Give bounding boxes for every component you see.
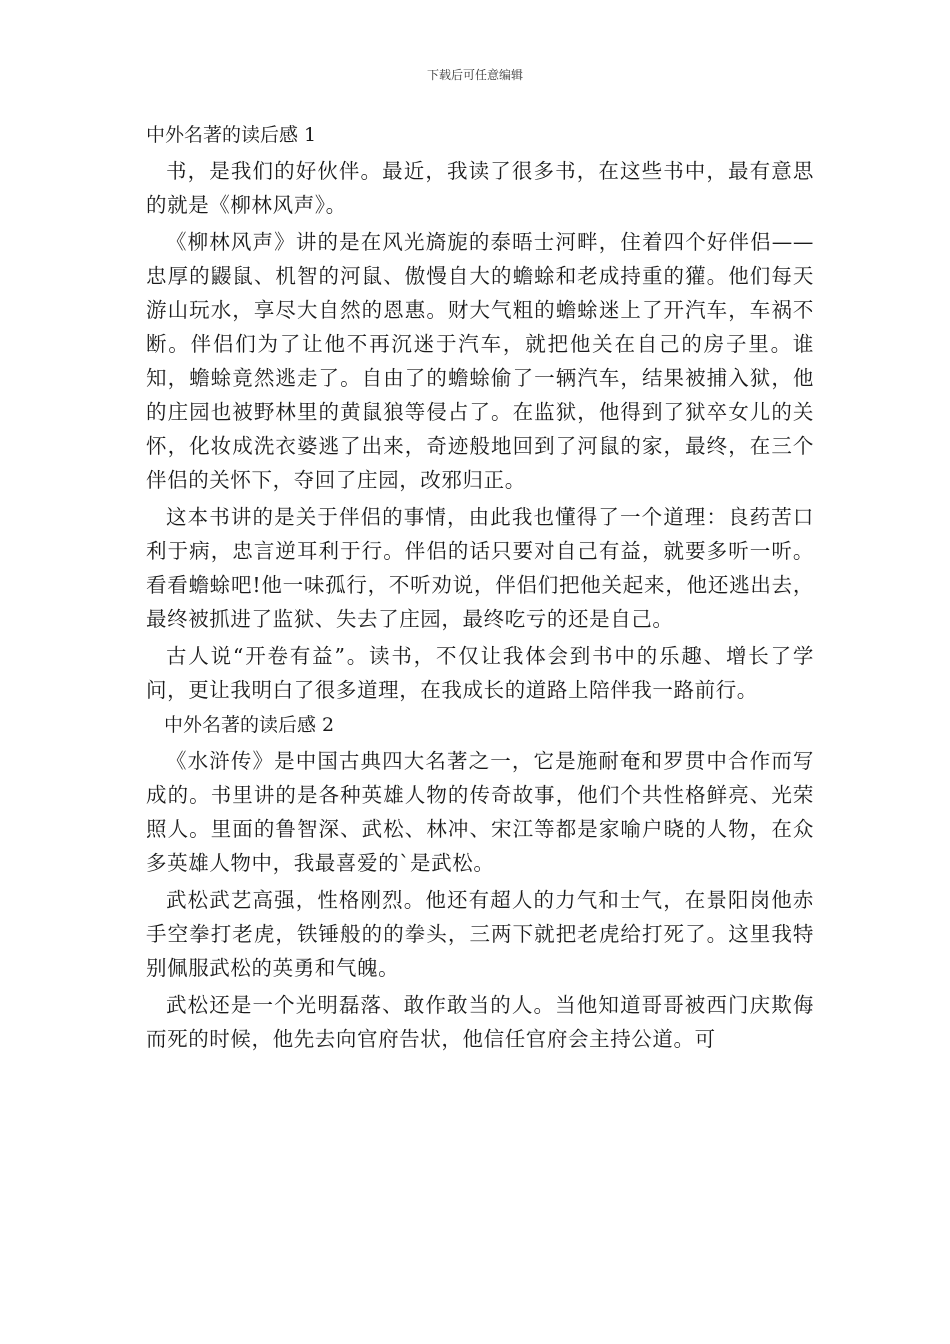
paragraph: 书，是我们的好伙伴。最近，我读了很多书，在这些书中，最有意思的就是《柳林风声》。 xyxy=(146,159,814,217)
section-title: 中外名著的读后感 2 xyxy=(164,714,335,736)
section-title: 中外名著的读后感 1 xyxy=(146,124,317,146)
paragraph: 《柳林风声》讲的是在风光旖旎的泰晤士河畔，住着四个好伴侣——忠厚的鼹鼠、机智的河鼠、傲慢自大的蟾蜍和老成持重的獾。他们每天游山玩水，享尽大自然的恩惠。财大气粗的蟾蜍迷上了开汽车，车祸不断。伴侣们为了让他不再沉迷于汽车，就把他关在自己的房子里。谁知，蟾蜍竟然逃走了。自由了的蟾蜍偷了一辆汽车，结果被捕入狱，他的庄园也被野林里的黄鼠狼等侵占了。在监狱，他得到了狱卒女儿的关怀，化妆成洗衣婆逃了出来，奇迹般地回到了河鼠的家，最终，在三个伴侣的关怀下，夺回了庄园，改邪归正。 xyxy=(146,230,814,492)
paragraph: 《水浒传》是中国古典四大名著之一，它是施耐奄和罗贯中合作而写成的。书里讲的是各种英雄人物的传奇故事，他们个共性格鲜亮、光荣照人。里面的鲁智深、武松、林冲、宋江等都是家喻户晓的人物，在众多英雄人物中，我最喜爱的`是武松。 xyxy=(146,749,814,875)
header-note: 下载后可任意编辑 xyxy=(426,68,523,82)
paragraph: 古人说“开卷有益”。读书，不仅让我体会到书中的乐趣、增长了学问，更让我明白了很多道理，在我成长的道路上陪伴我一路前行。 xyxy=(146,644,814,702)
section-2 xyxy=(146,710,814,1056)
document-body xyxy=(146,120,814,1059)
section-1 xyxy=(146,120,814,707)
paragraph: 武松还是一个光明磊落、敢作敢当的人。当他知道哥哥被西门庆欺侮而死的时候，他先去向官府告状，他信任官府会主持公道。可 xyxy=(146,993,814,1051)
paragraph: 这本书讲的是关于伴侣的事情，由此我也懂得了一个道理：良药苦口利于病，忠言逆耳利于行。伴侣的话只要对自己有益，就要多听一听。看看蟾蜍吧!他一味孤行，不听劝说，伴侣们把他关起来，他还逃出去，最终被抓进了监狱、失去了庄园，最终吃亏的还是自己。 xyxy=(146,505,814,631)
paragraph: 武松武艺高强，性格刚烈。他还有超人的力气和士气，在景阳岗他赤手空拳打老虎，铁锤般的的拳头，三两下就把老虎给打死了。这里我特别佩服武松的英勇和气魄。 xyxy=(146,888,814,980)
